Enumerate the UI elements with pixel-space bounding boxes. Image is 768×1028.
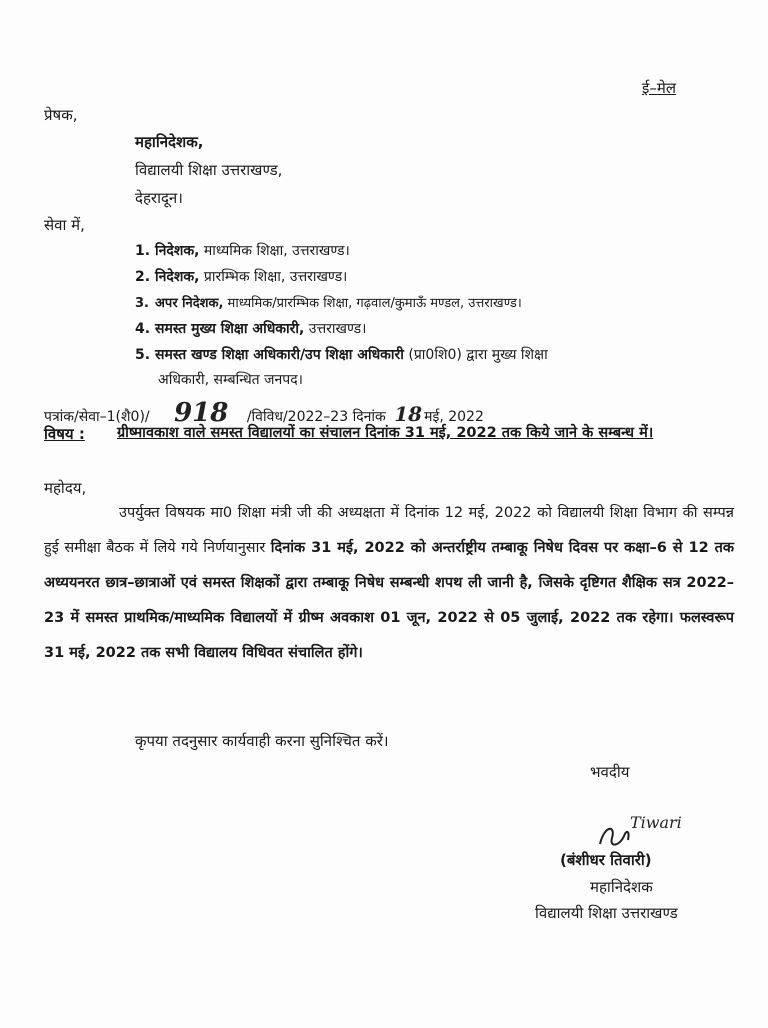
recipient-item bbox=[135, 319, 366, 338]
subject-text: ग्रीष्मावकाश वाले समस्त विद्यालयों का संचालन दिनांक 31 मई, 2022 तक किये जाने के सम्बन्ध में। bbox=[117, 425, 654, 441]
signatory-name: (बंशीधर तिवारी) bbox=[560, 851, 652, 869]
recipient-detail: प्रारम्भिक शिक्षा, उत्तराखण्ड। bbox=[199, 269, 348, 285]
recipient-detail: (प्रा0शि0) द्वारा मुख्य शिक्षा bbox=[403, 347, 548, 363]
recipient-number: 2. bbox=[135, 269, 151, 285]
handwritten-letter-number: 918 bbox=[174, 398, 229, 428]
request-line: कृपया तदनुसार कार्यवाही करना सुनिश्चित करें। bbox=[135, 732, 389, 750]
sender-label: प्रेषक, bbox=[44, 106, 78, 124]
recipient-number: 4. bbox=[135, 321, 151, 337]
body-text-bold: दिनांक 31 मई, 2022 को अन्तर्राष्ट्रीय तम्बाकू निषेध दिवस पर कक्षा–6 से 12 तक अध्ययनरत छात्र–छात्राओं एवं समस्त शिक्षकों द्वारा तम्बाकू निषेध सम्बन्धी शपथ ली जानी है, जिसके दृष्टिगत शैक्षिक सत्र 2022–23 में समस्त प्राथमिक/माध्यमिक विद्यालयों में ग्रीष्म अवकाश 01 जून, 2022 से 05 जुलाई, 2022 तक रहेगा। फलस्वरूप 31 मई, 2022 तक सभी विद्यालय विधिवत संचालित होंगे। bbox=[44, 540, 734, 661]
reference-date: मई, 2022 bbox=[424, 409, 484, 425]
sender-office: विद्यालयी शिक्षा उत्तराखण्ड, bbox=[135, 161, 283, 179]
recipient-item bbox=[135, 293, 522, 311]
reference-prefix: पत्रांक/सेवा–1(शै0)/ bbox=[44, 409, 150, 425]
signatory-designation: महानिदेशक bbox=[590, 878, 653, 896]
recipient-number: 3. bbox=[135, 296, 149, 311]
recipient-item-continuation: अधिकारी, सम्बन्धित जनपद। bbox=[158, 372, 303, 388]
signatory-office: विद्यालयी शिक्षा उत्तराखण्ड bbox=[535, 904, 678, 922]
recipient-item bbox=[135, 345, 548, 364]
body-text: उपर्युक्त विषयक मा0 शिक्षा मंत्री जी की अध्यक्षता में दिनांक 12 मई, 2022 को विद्यालयी शिक्षा विभाग की सम्पन्न हुई समीक्षा बैठक में लिये गये निर्णयानुसार bbox=[44, 505, 734, 556]
recipient-number: 1. bbox=[135, 243, 151, 259]
recipient-item bbox=[135, 241, 350, 260]
email-tag: ई–मेल bbox=[642, 79, 677, 97]
recipient-title: समस्त खण्ड शिक्षा अधिकारी/उप शिक्षा अधिकारी bbox=[155, 347, 404, 363]
recipient-title: समस्त मुख्य शिक्षा अधिकारी, bbox=[155, 321, 305, 337]
reference-suffix: /विविध/2022–23 दिनांक bbox=[246, 409, 386, 425]
recipient-item bbox=[135, 267, 347, 286]
recipient-title: अपर निदेशक, bbox=[155, 296, 224, 311]
sender-city: देहरादून। bbox=[135, 189, 183, 207]
recipient-detail: माध्यमिक/प्रारम्भिक शिक्षा, गढ़वाल/कुमाऊँ मण्डल, उत्तराखण्ड। bbox=[223, 296, 522, 311]
salutation: महोदय, bbox=[44, 479, 87, 497]
handwritten-day: 18 bbox=[394, 402, 423, 426]
closing-yours: भवदीय bbox=[590, 763, 630, 781]
recipient-title: निदेशक, bbox=[155, 269, 200, 285]
subject-label: विषय : bbox=[44, 425, 85, 443]
signature-image bbox=[590, 806, 710, 856]
recipient-detail: माध्यमिक शिक्षा, उत्तराखण्ड। bbox=[199, 243, 350, 259]
recipient-title: निदेशक, bbox=[155, 243, 200, 259]
sender-title: महानिदेशक, bbox=[135, 133, 204, 151]
recipient-detail: उत्तराखण्ड। bbox=[304, 321, 367, 337]
recipient-number: 5. bbox=[135, 347, 151, 363]
body-paragraph bbox=[44, 496, 734, 671]
recipients-label: सेवा में, bbox=[44, 216, 85, 234]
signature-text: Tiwari bbox=[630, 813, 682, 832]
